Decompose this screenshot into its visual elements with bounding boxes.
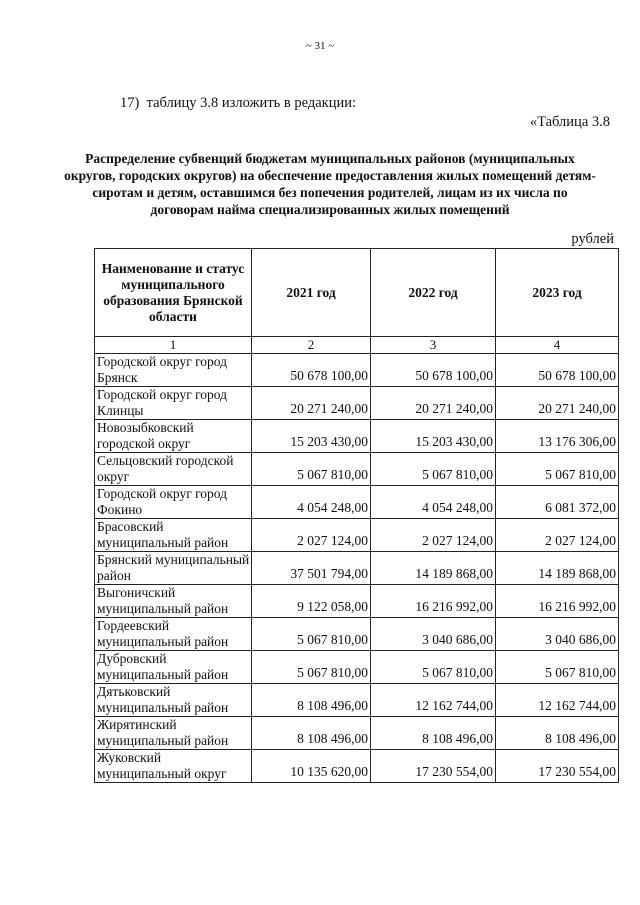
table-row xyxy=(95,486,619,519)
value-2023: 14 189 868,00 xyxy=(496,552,619,585)
value-2021: 10 135 620,00 xyxy=(252,750,371,783)
header-name: Наименование и статус муниципального образования Брянской области xyxy=(95,249,252,337)
value-2021: 50 678 100,00 xyxy=(252,354,371,387)
header-2021: 2021 год xyxy=(252,249,371,337)
value-2022: 4 054 248,00 xyxy=(371,486,496,519)
municipality-name: Дятьковский муниципальный район xyxy=(95,684,252,717)
value-2022: 20 271 240,00 xyxy=(371,387,496,420)
table-row xyxy=(95,585,619,618)
value-2023: 8 108 496,00 xyxy=(496,717,619,750)
value-2021: 8 108 496,00 xyxy=(252,717,371,750)
page-number: ~ 31 ~ xyxy=(305,40,335,52)
column-number: 4 xyxy=(496,337,619,354)
municipality-name: Городской округ город Фокино xyxy=(95,486,252,519)
value-2022: 5 067 810,00 xyxy=(371,453,496,486)
municipality-name: Новозыбковский городской округ xyxy=(95,420,252,453)
value-2022: 12 162 744,00 xyxy=(371,684,496,717)
amendment-item-text: 17) таблицу 3.8 изложить в редакции: xyxy=(120,95,357,111)
municipality-name: Выгоничский муниципальный район xyxy=(95,585,252,618)
value-2021: 2 027 124,00 xyxy=(252,519,371,552)
value-2023: 3 040 686,00 xyxy=(496,618,619,651)
municipality-name: Гордеевский муниципальный район xyxy=(95,618,252,651)
municipality-name: Дубровский муниципальный район xyxy=(95,651,252,684)
table-row xyxy=(95,519,619,552)
value-2022: 16 216 992,00 xyxy=(371,585,496,618)
value-2021: 4 054 248,00 xyxy=(252,486,371,519)
value-2021: 20 271 240,00 xyxy=(252,387,371,420)
header-2023: 2023 год xyxy=(496,249,619,337)
table-row xyxy=(95,354,619,387)
value-2023: 6 081 372,00 xyxy=(496,486,619,519)
value-2022: 5 067 810,00 xyxy=(371,651,496,684)
value-2021: 8 108 496,00 xyxy=(252,684,371,717)
header-2022: 2022 год xyxy=(371,249,496,337)
value-2021: 37 501 794,00 xyxy=(252,552,371,585)
value-2021: 5 067 810,00 xyxy=(252,618,371,651)
value-2023: 5 067 810,00 xyxy=(496,453,619,486)
table-row xyxy=(95,420,619,453)
municipality-name: Сельцовский городской округ xyxy=(95,453,252,486)
table-row xyxy=(95,684,619,717)
municipality-name: Жирятинский муниципальный район xyxy=(95,717,252,750)
value-2023: 50 678 100,00 xyxy=(496,354,619,387)
subsidies-table xyxy=(94,248,619,783)
value-2022: 17 230 554,00 xyxy=(371,750,496,783)
value-2021: 9 122 058,00 xyxy=(252,585,371,618)
value-2022: 14 189 868,00 xyxy=(371,552,496,585)
table-row xyxy=(95,387,619,420)
table-row xyxy=(95,453,619,486)
document-title: Распределение субвенций бюджетам муниципальных районов (муниципальных округов, городских округов) на обеспечение предоставления жилых помещений детям-сиротам и детям, оставшимся без попечения родителей, лицам из их числа по договорам найма специализированных жилых помещений xyxy=(64,151,596,217)
value-2021: 15 203 430,00 xyxy=(252,420,371,453)
value-2022: 3 040 686,00 xyxy=(371,618,496,651)
value-2023: 2 027 124,00 xyxy=(496,519,619,552)
column-number: 1 xyxy=(95,337,252,354)
municipality-name: Городской округ город Брянск xyxy=(95,354,252,387)
value-2022: 50 678 100,00 xyxy=(371,354,496,387)
value-2022: 15 203 430,00 xyxy=(371,420,496,453)
value-2023: 16 216 992,00 xyxy=(496,585,619,618)
column-number: 3 xyxy=(371,337,496,354)
value-2022: 2 027 124,00 xyxy=(371,519,496,552)
value-2021: 5 067 810,00 xyxy=(252,651,371,684)
table-row xyxy=(95,717,619,750)
units-label: рублей xyxy=(571,231,614,247)
value-2022: 8 108 496,00 xyxy=(371,717,496,750)
table-row xyxy=(95,651,619,684)
municipality-name: Брянский муниципальный район xyxy=(95,552,252,585)
municipality-name: Жуковский муниципальный округ xyxy=(95,750,252,783)
value-2023: 5 067 810,00 xyxy=(496,651,619,684)
value-2023: 12 162 744,00 xyxy=(496,684,619,717)
table-row xyxy=(95,618,619,651)
column-number: 2 xyxy=(252,337,371,354)
table-row xyxy=(95,552,619,585)
table-label: «Таблица 3.8 xyxy=(529,114,610,130)
municipality-name: Городской округ город Клинцы xyxy=(95,387,252,420)
table-body xyxy=(95,354,619,783)
table-header-row xyxy=(95,249,619,337)
value-2021: 5 067 810,00 xyxy=(252,453,371,486)
table-row xyxy=(95,750,619,783)
value-2023: 17 230 554,00 xyxy=(496,750,619,783)
value-2023: 20 271 240,00 xyxy=(496,387,619,420)
value-2023: 13 176 306,00 xyxy=(496,420,619,453)
column-number-row xyxy=(95,337,619,354)
municipality-name: Брасовский муниципальный район xyxy=(95,519,252,552)
